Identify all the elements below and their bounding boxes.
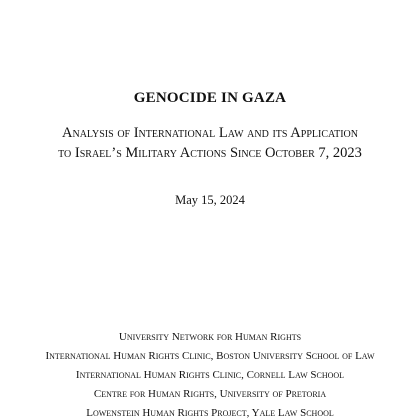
organization-item: International Human Rights Clinic, Boston University School of Law <box>45 350 375 362</box>
organization-item: University Network for Human Rights <box>118 331 302 343</box>
document-title: GENOCIDE IN GAZA <box>133 90 287 106</box>
subtitle-line: Analysis of International Law and its Application <box>62 125 358 141</box>
document-subtitle <box>0 123 420 163</box>
organization-item: International Human Rights Clinic, Cornell Law School <box>75 369 345 381</box>
organization-item: Lowenstein Human Rights Project, Yale Law School <box>86 407 334 419</box>
organizations-list <box>0 328 420 420</box>
subtitle-line: to Israel’s Military Actions Since October 7, 2023 <box>58 145 362 161</box>
document-date: May 15, 2024 <box>175 193 245 207</box>
organization-item: Centre for Human Rights, University of Pretoria <box>93 388 327 400</box>
